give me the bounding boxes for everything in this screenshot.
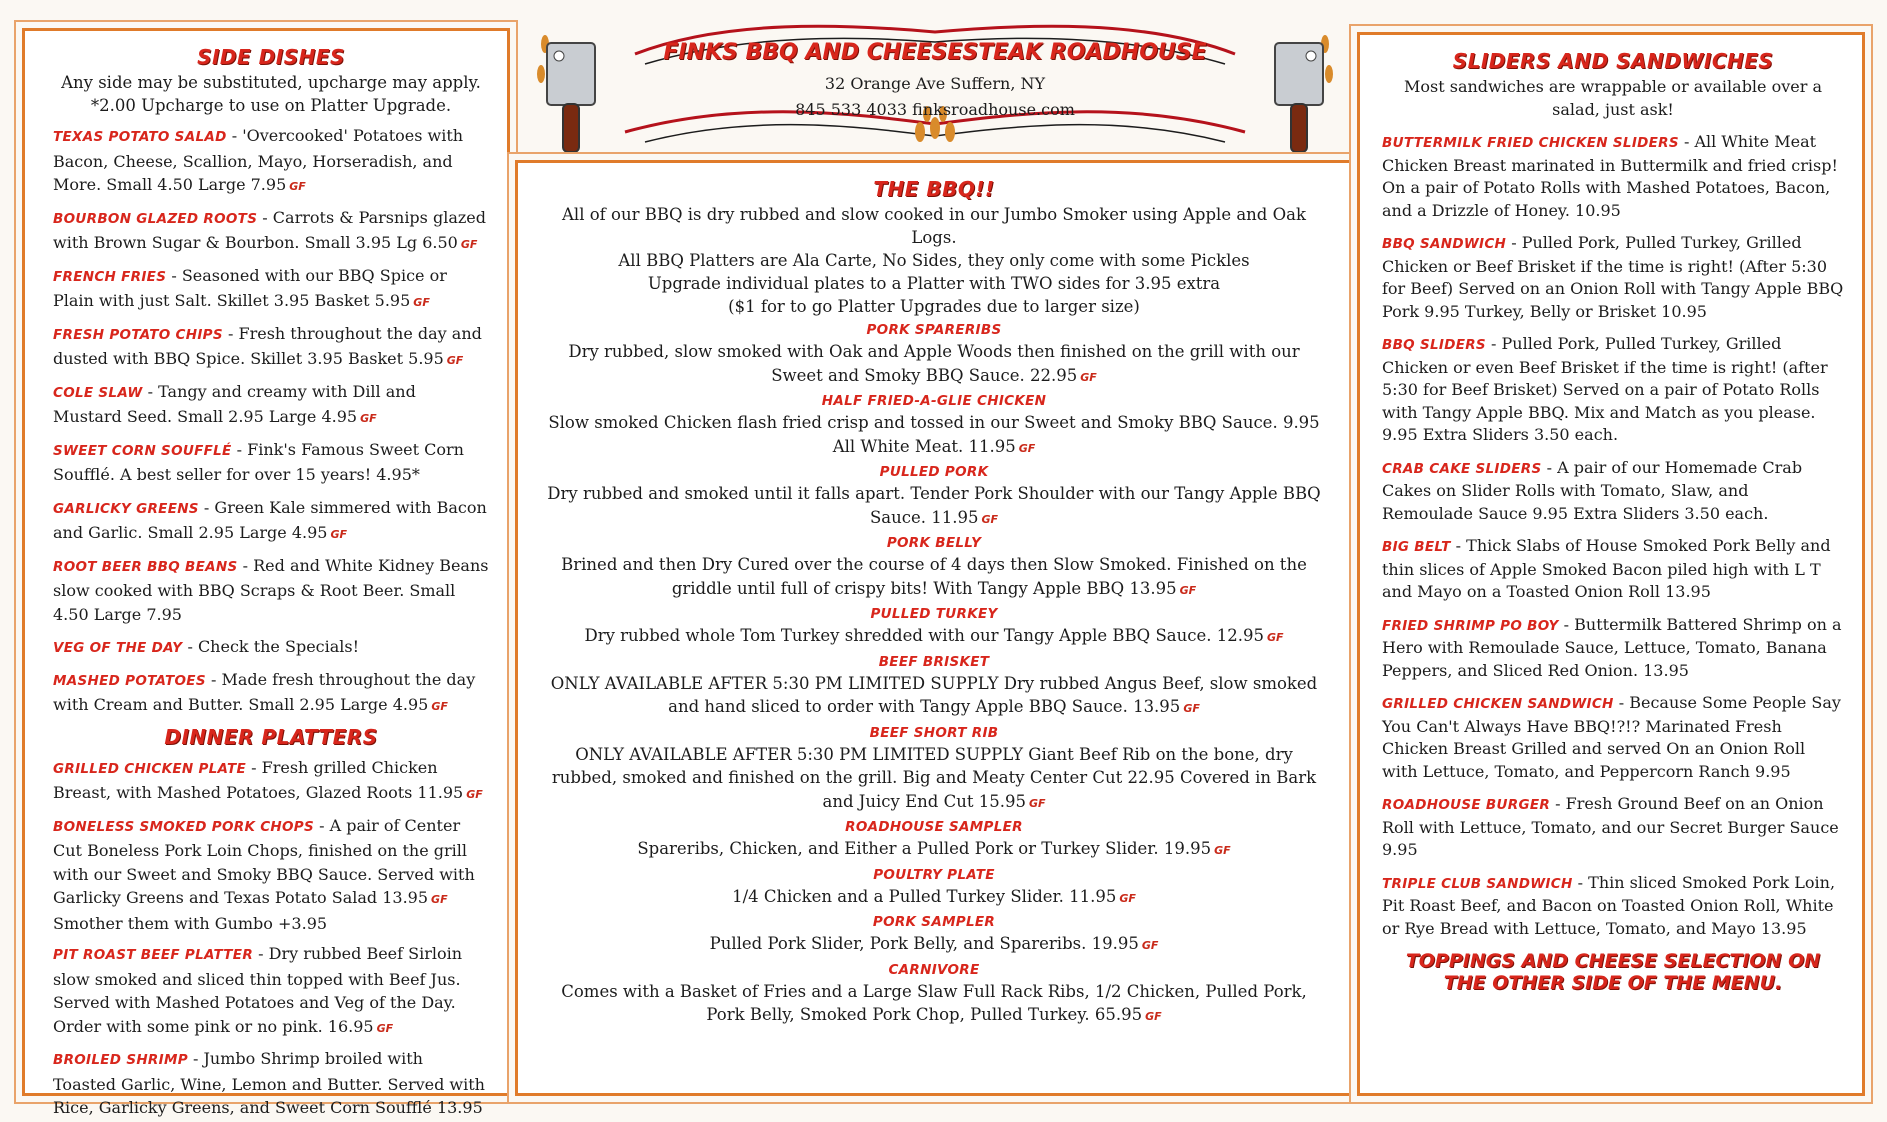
menu-item-description: 1/4 Chicken and a Pulled Turkey Slider. 11.95	[732, 886, 1117, 906]
bbq-intro-line: Upgrade individual plates to a Platter with TWO sides for 3.95 extra	[647, 274, 1221, 293]
side-intro-line: *2.00 Upcharge to use on Platter Upgrade.	[90, 96, 452, 115]
menu-item-description: - Because Some People Say You Can't Always Have BBQ!?!? Marinated Fresh Chicken Breast Grilled and served On an Onion Roll with Lettuce, Tomato, and Peppercorn Ranch 9.95	[1382, 693, 1841, 781]
menu-item-description: - Jumbo Shrimp broiled with Toasted Garlic, Wine, Lemon and Butter. Served with Rice, Garlicky Greens, and Sweet Corn Soufflé 13.95	[53, 1049, 485, 1117]
menu-item-description: - Fresh throughout the day and dusted with BBQ Spice. Skillet 3.95 Basket 5.95	[53, 323, 482, 368]
gluten-free-badge: GF	[413, 296, 430, 309]
menu-item	[1382, 872, 1844, 941]
restaurant-name: FINKS BBQ AND CHEESESTEAK ROADHOUSE	[663, 40, 1207, 65]
menu-item-description: Slow smoked Chicken flash fried crisp and tossed in our Sweet and Smoky BBQ Sauce. 9.95 All White Meat. 11.95	[548, 413, 1320, 456]
menu-item	[53, 264, 489, 315]
menu-item-name: FRIED SHRIMP PO BOY	[1382, 617, 1559, 634]
menu-item-description: Comes with a Basket of Fries and a Large Slaw Full Rack Ribs, 1/2 Chicken, Pulled Pork, Pork Belly, Smoked Pork Chop, Pulled Turkey. 65.95	[561, 981, 1307, 1024]
bbq-intro-line: All of our BBQ is dry rubbed and slow cooked in our Jumbo Smoker using Apple and Oak Logs.	[562, 205, 1306, 247]
bbq-heading: THE BBQ!!	[873, 177, 995, 201]
menu-item	[1382, 692, 1844, 783]
menu-item-name: PIT ROAST BEEF PLATTER	[53, 947, 254, 963]
menu-item	[53, 756, 489, 807]
gluten-free-badge: GF	[330, 528, 347, 541]
side-dishes-heading: SIDE DISHES	[197, 45, 345, 69]
menu-item-description: ONLY AVAILABLE AFTER 5:30 PM LIMITED SUPPLY Dry rubbed Angus Beef, slow smoked and hand sliced to order with Tangy Apple BBQ Sauce. 13.95	[550, 673, 1318, 716]
menu-item-description: - Pulled Pork, Pulled Turkey, Grilled Chicken or even Beef Brisket if the time is right! (after 5:30 for Beef Brisket) Served on a pair of Potato Rolls with Tangy Apple BBQ. Mix and Match as you please. 9.95 Extra Sliders 3.50 each.	[1382, 334, 1828, 444]
side-dishes-list	[53, 124, 489, 719]
toppings-note: TOPPINGS AND CHEESE SELECTION ON THE OTHER SIDE OF THE MENU.	[1405, 950, 1821, 994]
menu-item-name: GRILLED CHICKEN SANDWICH	[1382, 696, 1614, 712]
gluten-free-badge: GF	[1028, 796, 1046, 810]
menu-item-description: - Thick Slabs of House Smoked Pork Belly and thin slices of Apple Smoked Bacon piled high with L T and Mayo on a Toasted Onion Roll 13.95	[1382, 536, 1831, 601]
menu-item	[544, 961, 1324, 1029]
menu-item-name: SWEET CORN SOUFFLÉ	[53, 442, 232, 459]
menu-item	[1382, 457, 1844, 526]
menu-item-name: ROADHOUSE BURGER	[1382, 797, 1551, 813]
menu-item	[544, 321, 1324, 389]
menu-item	[53, 322, 489, 373]
menu-item	[53, 668, 489, 719]
menu-item	[53, 124, 489, 199]
menu-item-name: PORK SPARERIBS	[866, 322, 1002, 338]
menu-item-name: FRENCH FRIES	[53, 268, 167, 285]
menu-item-description: - A pair of our Homemade Crab Cakes on Slider Rolls with Tomato, Slaw, and Remoulade Sauce 9.95 Extra Sliders 3.50 each.	[1382, 457, 1803, 523]
menu-item-description: - Check the Specials!	[182, 637, 360, 656]
menu-item-name: CRAB CAKE SLIDERS	[1382, 460, 1542, 477]
menu-item-description: - 'Overcooked' Potatoes with Bacon, Cheese, Scallion, Mayo, Horseradish, and More. Small 4.50 Large 7.95	[53, 126, 464, 194]
menu-item-extra: Smother them with Gumbo +3.95	[53, 913, 328, 933]
bbq-intro-line: All BBQ Platters are Ala Carte, No Sides, they only come with some Pickles	[618, 251, 1250, 270]
menu-item-name: PORK BELLY	[886, 535, 982, 551]
menu-item-name: PULLED PORK	[879, 464, 989, 480]
menu-item-description: - Dry rubbed Beef Sirloin slow smoked and sliced thin topped with Beef Jus. Served with Mashed Potatoes and Veg of the Day. Order with some pink or no pink. 16.95	[53, 944, 463, 1036]
dinner-platters-heading: DINNER PLATTERS	[164, 724, 378, 749]
menu-item	[53, 206, 489, 257]
menu-item-description: - All White Meat Chicken Breast marinated in Buttermilk and fried crisp! On a pair of Potato Rolls with Mashed Potatoes, Bacon, and a Drizzle of Honey. 10.95	[1382, 132, 1838, 220]
menu-item-name: BONELESS SMOKED PORK CHOPS	[53, 818, 315, 835]
menu-item-description: Pulled Pork Slider, Pork Belly, and Spareribs. 19.95	[709, 934, 1139, 953]
menu-item-description: - Seasoned with our BBQ Spice or Plain with just Salt. Skillet 3.95 Basket 5.95	[53, 265, 447, 310]
menu-item-name: BUTTERMILK FRIED CHICKEN SLIDERS	[1382, 135, 1679, 151]
menu-item-name: TEXAS POTATO SALAD	[53, 129, 227, 145]
gluten-free-badge: GF	[1018, 441, 1036, 455]
menu-item-description: ONLY AVAILABLE AFTER 5:30 PM LIMITED SUPPLY Giant Beef Rib on the bone, dry rubbed, smoked and finished on the grill. Big and Meaty Center Cut 22.95 Covered in Bark and Juicy End Cut 15.95	[551, 744, 1317, 811]
menu-item-description: - Red and White Kidney Beans slow cooked with BBQ Scraps & Root Beer. Small 4.50 Large 7.95	[53, 555, 489, 624]
bbq-panel	[515, 160, 1353, 1096]
restaurant-contact: 845 533 4033 finksroadhouse.com	[795, 100, 1075, 119]
menu-item-description: - Made fresh throughout the day with Cream and Butter. Small 2.95 Large 4.95	[53, 669, 476, 714]
menu-item	[544, 463, 1324, 531]
side-dishes-panel	[22, 28, 510, 1117]
menu-item-name: COLE SLAW	[53, 384, 143, 401]
gluten-free-badge: GF	[1119, 891, 1136, 905]
menu-item	[53, 635, 489, 661]
gluten-free-badge: GF	[1183, 702, 1200, 715]
menu-item	[53, 814, 489, 936]
menu-item-description: - Carrots & Parsnips glazed with Brown Sugar & Bourbon. Small 3.95 Lg 6.50	[53, 207, 487, 252]
side-dishes-intro	[53, 71, 489, 117]
gluten-free-badge: GF	[376, 1021, 394, 1035]
menu-item	[544, 724, 1324, 816]
gluten-free-badge: GF	[289, 180, 306, 193]
sandwich-items-list	[1382, 131, 1844, 940]
gluten-free-badge: GF	[460, 238, 478, 251]
menu-item	[544, 818, 1324, 863]
menu-item-name: ROADHOUSE SAMPLER	[845, 819, 1023, 835]
menu-item-description: Dry rubbed, slow smoked with Oak and Apple Woods then finished on the grill with our Sweet and Smoky BBQ Sauce. 22.95	[568, 342, 1300, 385]
dinner-platters-list	[53, 756, 489, 1122]
menu-item	[544, 653, 1324, 721]
menu-item	[1382, 535, 1844, 604]
menu-item-name: MASHED POTATOES	[53, 672, 206, 689]
gluten-free-badge: GF	[466, 788, 483, 801]
menu-item-name: CARNIVORE	[888, 961, 980, 978]
gluten-free-badge: GF	[1266, 631, 1284, 644]
gluten-free-badge: GF	[431, 700, 448, 713]
gluten-free-badge: GF	[1080, 370, 1097, 384]
menu-item-name: POULTRY PLATE	[873, 866, 995, 883]
sliders-sandwiches-panel	[1357, 32, 1865, 1096]
menu-item	[544, 866, 1324, 911]
bbq-intro	[544, 203, 1324, 318]
menu-item-description: - Fink's Famous Sweet Corn Soufflé. A best seller for over 15 years! 4.95*	[53, 439, 464, 484]
menu-item-description: Dry rubbed whole Tom Turkey shredded with our Tangy Apple BBQ Sauce. 12.95	[584, 626, 1264, 645]
menu-item	[1382, 793, 1844, 862]
menu-item-name: TRIPLE CLUB SANDWICH	[1382, 875, 1573, 892]
gluten-free-badge: GF	[360, 412, 377, 425]
gluten-free-badge: GF	[446, 354, 464, 367]
menu-item	[544, 913, 1324, 958]
menu-item-name: BIG BELT	[1382, 539, 1451, 555]
menu-item-description: Dry rubbed and smoked until it falls apart. Tender Pork Shoulder with our Tangy Apple BBQ Sauce. 11.95	[547, 484, 1321, 527]
menu-item	[544, 534, 1324, 602]
menu-item	[53, 380, 489, 431]
menu-item-name: BEEF SHORT RIB	[869, 724, 999, 741]
menu-item-description: - A pair of Center Cut Boneless Pork Loin Chops, finished on the grill with our Sweet and Smoky BBQ Sauce. Served with Garlicky Greens and Texas Potato Salad 13.95	[53, 815, 475, 907]
menu-item	[544, 605, 1324, 650]
menu-item-description: - Fresh grilled Chicken Breast, with Mashed Potatoes, Glazed Roots 11.95	[53, 757, 464, 802]
menu-item-description: Brined and then Dry Cured over the course of 4 days then Slow Smoked. Finished on the griddle until full of crispy bits! With Tangy Apple BBQ 13.95	[561, 555, 1307, 598]
menu-item	[53, 496, 489, 547]
menu-item-name: FRESH POTATO CHIPS	[53, 326, 223, 343]
gluten-free-badge: GF	[1145, 1010, 1162, 1023]
menu-item	[1382, 131, 1844, 222]
menu-item-name: GARLICKY GREENS	[53, 500, 199, 517]
side-intro-line: Any side may be substituted, upcharge may apply.	[61, 73, 481, 92]
menu-item-name: BBQ SLIDERS	[1382, 337, 1486, 353]
menu-item	[53, 438, 489, 489]
menu-item	[53, 554, 489, 629]
menu-item-description: - Green Kale simmered with Bacon and Garlic. Small 2.95 Large 4.95	[53, 497, 487, 542]
menu-item-description: - Thin sliced Smoked Pork Loin, Pit Roast Beef, and Bacon on Toasted Onion Roll, White or Rye Bread with Lettuce, Tomato, and Mayo 13.95	[1382, 872, 1836, 938]
gluten-free-badge: GF	[981, 512, 999, 526]
menu-item-name: BBQ SANDWICH	[1382, 236, 1507, 252]
menu-item-name: VEG OF THE DAY	[53, 640, 183, 656]
menu-item-name: BEEF BRISKET	[878, 653, 990, 670]
menu-item-name: ROOT BEER BBQ BEANS	[53, 558, 238, 575]
menu-item-name: PULLED TURKEY	[870, 606, 998, 622]
menu-item-description: - Tangy and creamy with Dill and Mustard Seed. Small 2.95 Large 4.95	[53, 381, 416, 426]
menu-item	[1382, 333, 1844, 447]
menu-item-description: - Pulled Pork, Pulled Turkey, Grilled Chicken or Beef Brisket if the time is right! (After 5:30 for Beef) Served on an Onion Roll with Tangy Apple BBQ Pork 9.95 Turkey, Belly or Brisket 10.95	[1382, 233, 1844, 321]
gluten-free-badge: GF	[1141, 939, 1159, 952]
menu-item-name: BOURBON GLAZED ROOTS	[53, 210, 258, 227]
bbq-items-list	[544, 321, 1324, 1029]
gluten-free-badge: GF	[431, 893, 448, 906]
menu-item-name: HALF FRIED-A-GLIE CHICKEN	[821, 393, 1047, 409]
restaurant-address: 32 Orange Ave Suffern, NY	[824, 74, 1046, 93]
menu-item-description: Spareribs, Chicken, and Either a Pulled Pork or Turkey Slider. 19.95	[637, 839, 1212, 858]
menu-item-name: BROILED SHRIMP	[53, 1052, 188, 1068]
sliders-intro: Most sandwiches are wrappable or available over a salad, just ask!	[1403, 77, 1823, 119]
sliders-heading: SLIDERS AND SANDWICHES	[1452, 49, 1774, 73]
menu-item	[53, 1047, 489, 1122]
menu-item	[544, 392, 1324, 460]
menu-item	[1382, 232, 1844, 323]
menu-item	[1382, 614, 1844, 683]
menu-item	[53, 942, 489, 1040]
gluten-free-badge: GF	[1179, 583, 1197, 597]
gluten-free-badge: GF	[1214, 844, 1231, 857]
menu-item-name: GRILLED CHICKEN PLATE	[53, 760, 247, 777]
menu-item-description: - Buttermilk Battered Shrimp on a Hero with Remoulade Sauce, Lettuce, Tomato, Banana Peppers, and Sliced Red Onion. 13.95	[1382, 614, 1842, 680]
menu-item-name: PORK SAMPLER	[872, 914, 996, 930]
bbq-intro-line: ($1 for to go Platter Upgrades due to larger size)	[728, 297, 1140, 316]
menu-item-description: - Fresh Ground Beef on an Onion Roll with Lettuce, Tomato, and our Secret Burger Sauce 9.95	[1382, 794, 1839, 859]
menu-header	[525, 14, 1345, 154]
